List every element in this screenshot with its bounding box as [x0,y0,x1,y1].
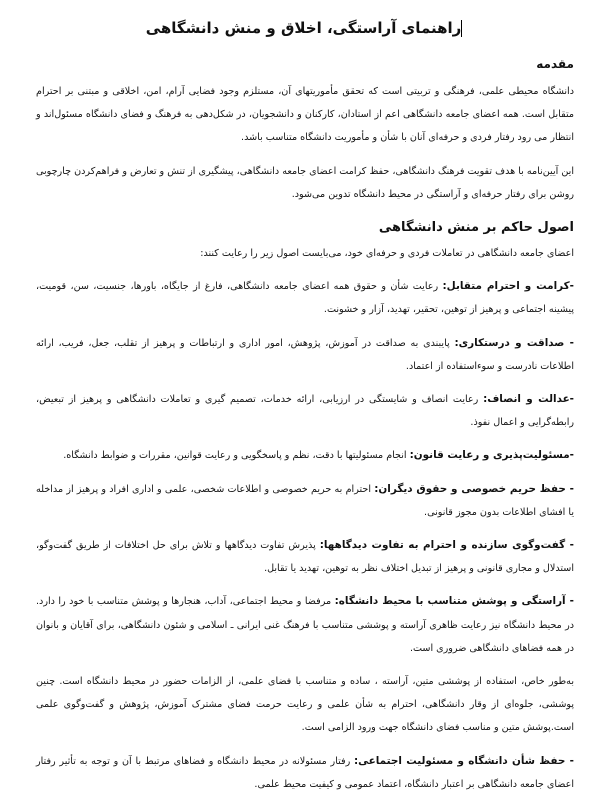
principle-item [36,590,574,660]
principle-text: رعایت شأن و حقوق همه اعضای جامعه دانشگاهی، فارغ از جایگاه، باورها، جنسیت، سن، قومیت، پیشینه اجتماعی و پرهیز از توهین، تحقیر، تهدید، آزار و خشونت. [36,281,574,316]
principle-title: - صداقت و درستکاری: [454,336,574,349]
principle-title: - آراستگی و پوشش متناسب با محیط دانشگاه: [334,595,574,608]
principles-heading: اصول حاکم بر منش دانشگاهی [378,220,574,236]
principle-text: مرفضا و محیط اجتماعی، آداب، هنجارها و پوشش متناسب با خود را دارد. در محیط دانشگاه نیز رعایت ظاهری آراسته و پوششی متناسب با فرهنگ غنی ایرانی ـ اسلامی و شئون دانشگاهی، برای آقایان و بانوان در همه فضاهای دانشگاهی ضروری است. [36,596,574,654]
principle-title: -مسئولیت‌پذیری و رعایت قانون: [409,449,574,462]
principle-title: - حفظ حریم خصوصی و حقوق دیگران: [374,482,574,495]
principles-intro: اعضای جامعه دانشگاهی در تعاملات فردی و حرفه‌ای خود، می‌بایست اصول زیر را رعایت کنند: [200,248,574,260]
document-title: راهنمای آراستگی، اخلاق و منش دانشگاهی [145,19,462,37]
principle-title: - حفظ شأن دانشگاه و مسئولیت اجتماعی: [353,754,574,767]
intro-paragraph-2: این آیین‌نامه با هدف تقویت فرهنگ دانشگاهی، حفظ کرامت اعضای جامعه دانشگاهی، پیشگیری از تنش و تعارض و فراهم‌کردن چارچوبی روشن برای رفتار حرفه‌ای و آراستگی در محیط دانشگاه تدوین می‌شود. [36,165,574,200]
principle-title: -کرامت و احترام متقابل: [442,280,574,293]
principle-item [36,388,574,434]
principle-item [36,750,574,796]
principle-item [36,478,574,524]
principle-item [36,275,574,321]
principle-item [36,444,574,467]
principle-title: -عدالت و انصاف: [483,393,574,406]
intro-heading: مقدمه [536,57,574,71]
text-cursor [461,20,462,37]
document-title-line [36,14,574,42]
principle-text: احترام به حریم خصوصی و اطلاعات شخصی، علمی و اداری افراد و پرهیز از مداخله یا افشای اطلاعات بدون مجوز قانونی. [36,483,574,518]
principle-text: پذیرش تفاوت دیدگاهها و تلاش برای حل اختلافات از طریق گفت‌وگو، استدلال و مجاری قانونی و پرهیز از تبدیل اختلاف نظر به توهین، تهدید یا تقابل. [36,540,574,575]
intro-paragraph-1: دانشگاه محیطی علمی، فرهنگی و تربیتی است که تحقق مأموریتهای آن، مستلزم وجود فضایی آرام، امن، اخلاقی و مبتنی بر احترام متقابل است. همه اعضای جامعه دانشگاهی اعم از استادان، کارکنان و دانشجویان، در شکل‌دهی به فرهنگ و فضای دانشگاه مسئول‌اند و انتظار می رود رفتار فردی و حرفه‌ای آنان با شأن و مأموریت دانشگاه متناسب باشد. [36,86,574,144]
principle-text: پایبندی به صداقت در آموزش، پژوهش، امور اداری و ارتباطات و پرهیز از تقلب، جعل، فریب، ارائه اطلاعات نادرست و سوءاستفاده از اعتماد. [36,337,574,372]
principle-item [36,332,574,378]
dress-paragraph: به‌طور خاص، استفاده از پوششی متین، آراسته ، ساده و متناسب با فضای علمی، از الزامات حضور در محیط دانشگاه است. چنین پوششی، جلوه‌ای از وقار دانشگاهی، احترام به شأن علمی و رعایت حرمت فضای مشترک آموزش، پژوهش و گفت‌وگوی علمی است.پوشش متین و مناسب فضای دانشگاه جهت ورود الزامی است. [36,676,574,734]
principle-text: رعایت انصاف و شایستگی در ارزیابی، ارائه خدمات، تصمیم گیری و تعاملات دانشگاهی و پرهیز از تبعیض، رابطه‌گرایی و اعمال نفوذ. [36,394,574,429]
principle-text: انجام مسئولیتها با دقت، نظم و پاسخگویی و رعایت قوانین، مقررات و ضوابط دانشگاه. [63,450,410,462]
principle-text: رفتار مسئولانه در محیط دانشگاه و فضاهای مرتبط با آن و توجه به تأثیر رفتار اعضای جامعه دانشگاهی بر اعتبار دانشگاه، اعتماد عمومی و کیفیت محیط علمی. [36,755,574,790]
principle-title: - گفت‌وگوی سازنده و احترام به تفاوت دیدگاهها: [319,539,574,552]
principle-item [36,534,574,580]
